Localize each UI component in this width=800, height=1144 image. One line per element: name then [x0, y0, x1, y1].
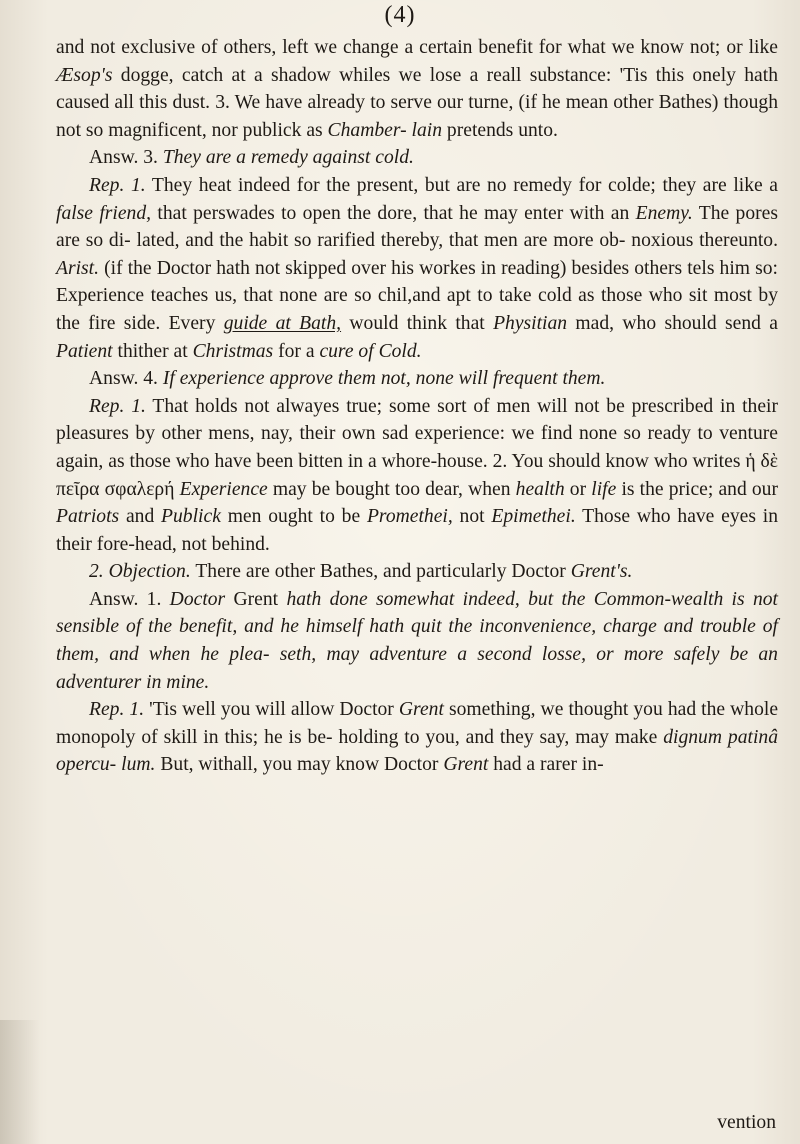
body-text [56, 34, 778, 779]
reply-obj-1: Rep. 1. 'Tis well you will allow Doctor Grent something, we thought you had the whole monopoly of skill in this; he is be- holding to you, and they say, may make dignum patinâ opercu- lum. But, withall, you may know Doctor Grent had a rarer in- [56, 699, 779, 776]
page-edge-shadow [0, 1020, 40, 1144]
objection-2: 2. Objection. There are other Bathes, and particularly Doctor Grent's. [89, 561, 633, 583]
greek-quote: ἡ δὲ πεῖρα σφαλερή [56, 450, 779, 500]
reply-4-1: Rep. 1. That holds not alwayes true; some sort of men will not be prescribed in their pleasures by other mens, nay, their own sad experience: we find none so ready to venture again, as those who have been bitten in a whore-house. 2. You should know who writes ἡ δὲ πεῖρα σφαλερή Experience may be bought too dear, when health or life is the price; and our Patriots and Publick men ought to be Promethei, not Epimethei. Those who have eyes in their fore-head, not behind. [56, 395, 779, 555]
answer-3: Answ. 3. They are a remedy against cold. [89, 147, 414, 169]
answer-4: Answ. 4. If experience approve them not, none will frequent them. [89, 368, 606, 390]
page-number: (4) [384, 2, 416, 28]
reply-3-1: Rep. 1. They heat indeed for the present, but are no remedy for colde; they are like a false friend, that perswades to open the dore, that he may enter with an Enemy. The pores are so di- lated, and the habit so rarified thereby, that men are more ob- noxious thereunto. Arist. (if the Doctor hath not skipped over his workes in reading) besides others tels him so: Experience teaches us, that none are so chil,and apt to take cold as those who sit most by the fire side. Every guide at Bath, would think that Physitian mad, who should send a Patient thither at Christmas for a cure of Cold. [56, 174, 779, 362]
paragraph-1: and not exclusive of others, left we change a certain benefit for what we know not; or like Æsop's dogge, catch at a shadow whiles we lose a reall substance: 'Tis this onely hath caused all this dust. 3. We have already to serve our turne, (if he mean other Bathes) though not so magnificent, nor publick as Chamber- lain pretends unto. [56, 37, 778, 141]
catchword: vention [717, 1112, 776, 1133]
answer-obj-1: Answ. 1. Doctor Grent hath done somewhat indeed, but the Common-wealth is not sensible of the benefit, and he himself hath quit the inconvenience, charge and trouble of them, and when he plea- seth, may adventure a second losse, or more safely be an adventurer in mine. [56, 588, 778, 693]
